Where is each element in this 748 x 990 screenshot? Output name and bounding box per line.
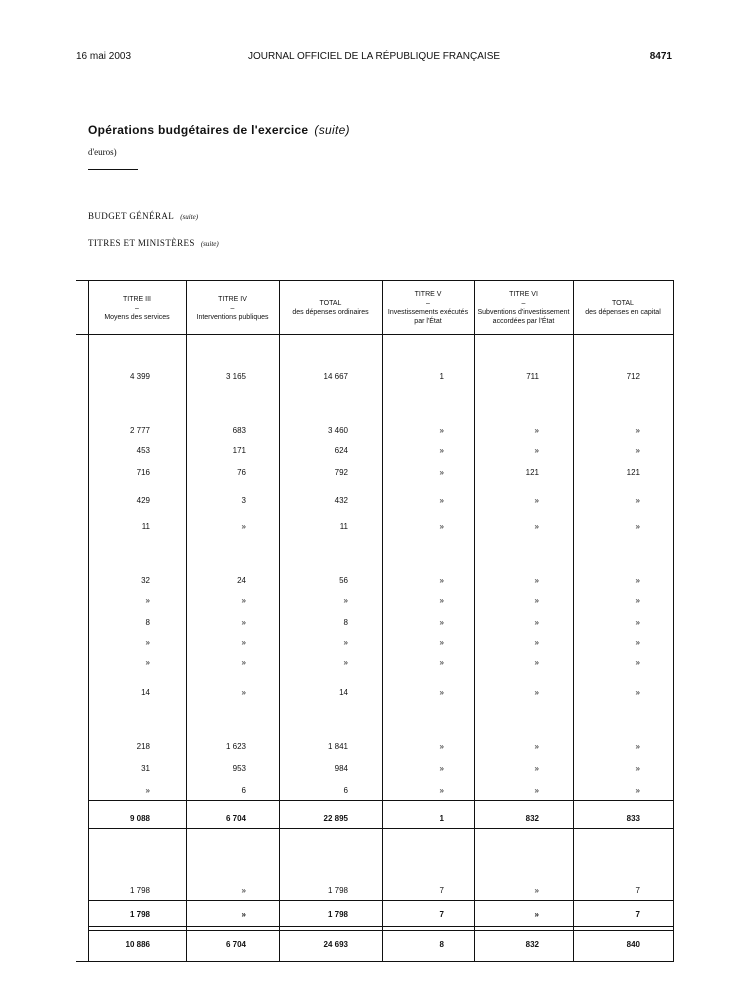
table-cell: » [635,596,640,605]
document-title [88,123,350,137]
table-cell: » [145,596,150,605]
column-header-desc: des dépenses ordinaires [292,309,369,316]
page-date: 16 mai 2003 [76,51,132,62]
table-cell: » [439,468,444,477]
column-header-desc: Interventions publiques [196,313,269,321]
table-cell: » [241,688,246,697]
total-cell: » [241,910,246,919]
column-header [89,284,185,332]
document-title-suite: (suite) [314,123,350,137]
table-cell: 24 [237,576,246,585]
table-rule [88,800,674,801]
section-titres-suite: (suite) [200,240,219,248]
table-cell: 14 [141,688,150,697]
total-cell: 7 [635,910,640,919]
section-titres-label: TITRES ET MINISTÈRES [88,238,195,248]
table-cell: 429 [136,496,150,505]
column-rule [279,280,280,962]
table-cell: 712 [626,372,640,381]
table-cell: 1 798 [327,886,348,895]
total-cell: 833 [626,814,640,823]
table-cell: » [534,496,539,505]
page-number: 8471 [649,51,672,62]
table-cell: 1 [439,372,444,381]
table-cell: 453 [136,446,150,455]
column-header-title: TITRE IV [218,295,247,303]
table-cell: 6 [343,786,348,795]
total-cell: 1 798 [129,910,150,919]
table-cell: 4 399 [129,372,150,381]
table-rule [88,828,674,829]
table-cell: 7 [635,886,640,895]
table-cell: » [534,742,539,751]
table-cell: » [439,688,444,697]
table-cell: » [635,426,640,435]
table-cell: 14 [339,688,348,697]
column-header-desc: Investissements exécutés par l'État [387,309,469,325]
table-cell: 171 [232,446,246,455]
table-cell: » [343,658,348,667]
journal-title: JOURNAL OFFICIEL DE LA RÉPUBLIQUE FRANÇAISE [247,51,501,62]
total-cell: 7 [439,910,444,919]
total-cell: 24 693 [323,940,348,949]
column-header-desc: des dépenses en capital [585,309,661,316]
column-header-title: TITRE VI [509,291,538,298]
table-cell: » [534,764,539,773]
total-cell: » [534,910,539,919]
table-rule [76,334,674,335]
table-cell: 11 [339,522,348,531]
table-cell: 711 [526,372,539,381]
column-header-title: TITRE III [123,295,151,303]
column-header [280,284,381,332]
column-header-dash: – [230,304,235,312]
total-cell: 1 798 [327,910,348,919]
total-cell: 832 [525,814,539,823]
column-header [475,284,572,332]
total-cell: 10 886 [125,940,150,949]
table-cell: 1 798 [129,886,150,895]
table-cell: 32 [141,576,150,585]
table-cell: » [534,446,539,455]
table-cell: » [534,576,539,585]
table-cell: » [343,638,348,647]
table-cell: » [635,742,640,751]
total-cell: 9 088 [129,814,150,823]
total-cell: 840 [626,940,640,949]
total-cell: 22 895 [323,814,348,823]
column-rule [382,280,383,962]
column-header-dash: – [135,304,139,312]
table-rule [88,930,674,931]
table-cell: » [635,764,640,773]
table-cell: » [635,576,640,585]
column-rule [474,280,475,962]
table-cell: » [534,638,539,647]
table-cell: 624 [334,446,348,455]
table-cell: 3 165 [225,372,246,381]
column-rule [573,280,574,962]
table-cell: » [635,618,640,627]
table-cell: 792 [334,468,348,477]
table-cell: 14 667 [323,372,348,381]
table-cell: » [534,618,539,627]
table-cell: 1 841 [327,742,348,751]
column-header [574,284,672,332]
table-cell: 1 623 [225,742,246,751]
table-cell: 218 [136,742,150,751]
table-cell: » [534,688,539,697]
table-cell: 984 [334,764,348,773]
section-budget-label: BUDGET GÉNÉRAL [88,211,175,221]
table-cell: » [635,786,640,795]
column-header-dash: – [426,300,430,307]
table-cell: 76 [237,468,246,477]
column-header-title: TITRE V [414,291,442,298]
table-cell: 432 [334,496,348,505]
table-cell: » [439,596,444,605]
total-cell: 6 704 [225,940,246,949]
table-cell: » [439,496,444,505]
table-cell: » [534,886,539,895]
table-cell: » [439,638,444,647]
table-cell: » [439,426,444,435]
budget-table [76,280,674,962]
table-cell: » [439,446,444,455]
table-rule [76,961,674,962]
table-cell: 716 [136,468,150,477]
table-rule [76,280,674,281]
table-cell: 11 [141,522,150,531]
total-cell: 1 [439,814,444,823]
table-cell: » [534,786,539,795]
table-cell: 2 777 [129,426,150,435]
table-cell: » [439,742,444,751]
unit-label: d'euros) [88,147,117,157]
column-rule [88,280,89,962]
section-titres-ministeres [88,238,219,248]
total-cell: 832 [525,940,539,949]
table-cell: 121 [525,468,539,477]
table-cell: » [635,496,640,505]
table-rule [88,926,674,927]
title-rule [88,169,138,170]
column-header-title: TOTAL [319,300,342,307]
column-header-dash: – [521,300,526,307]
total-cell: 8 [439,940,444,949]
table-cell: 7 [439,886,444,895]
total-cell: 6 704 [225,814,246,823]
column-header [383,284,473,332]
table-cell: » [439,618,444,627]
table-cell: » [534,596,539,605]
document-title-text: Opérations budgétaires de l'exercice [88,123,309,137]
table-cell: » [241,596,246,605]
table-cell: » [635,522,640,531]
column-header-desc: Subventions d'investissement accordées par l'État [477,309,570,325]
column-header-title: TOTAL [612,300,634,307]
table-cell: » [439,576,444,585]
column-header-desc: Moyens des services [104,313,170,321]
table-cell: » [534,522,539,531]
table-cell: 3 460 [327,426,348,435]
table-cell: » [635,688,640,697]
table-cell: » [241,658,246,667]
table-rule [88,900,674,901]
table-cell: » [241,618,246,627]
table-cell: 56 [339,576,348,585]
table-cell: » [241,886,246,895]
table-cell: 8 [145,618,150,627]
table-cell: » [534,426,539,435]
table-cell: » [635,638,640,647]
table-cell: 121 [626,468,640,477]
table-cell: 6 [241,786,246,795]
table-cell: 953 [232,764,246,773]
table-cell: » [439,522,444,531]
section-budget-suite: (suite) [180,213,199,221]
table-cell: » [343,596,348,605]
table-cell: 683 [232,426,246,435]
table-cell: » [145,638,150,647]
table-cell: » [439,786,444,795]
section-budget-general [88,211,198,221]
table-cell: » [241,522,246,531]
table-cell: » [534,658,539,667]
table-cell: » [635,658,640,667]
table-cell: 31 [141,764,150,773]
table-cell: » [241,638,246,647]
table-cell: » [145,786,150,795]
table-cell: » [439,658,444,667]
table-cell: 3 [241,496,246,505]
table-cell: 8 [343,618,348,627]
column-rule [673,280,674,962]
table-cell: » [635,446,640,455]
table-cell: » [145,658,150,667]
column-header [187,284,278,332]
table-cell: » [439,764,444,773]
column-rule [186,280,187,962]
